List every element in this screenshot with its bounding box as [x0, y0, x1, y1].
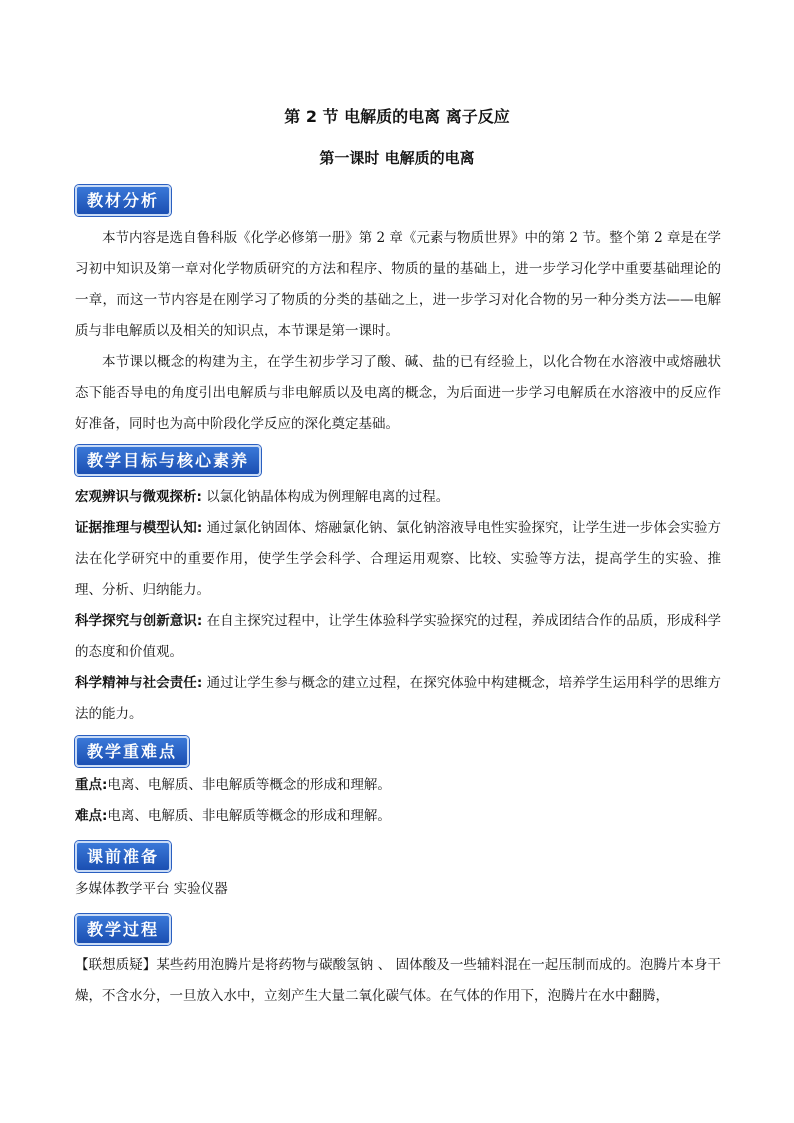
heading-process-badge: 教学过程 [75, 914, 171, 945]
goal-text: 通过氯化钠固体、熔融氯化钠、氯化钠溶液导电性实验探究，让学生进一步体会实验方法在化学研究中的重要作用，使学生学会科学、合理运用观察、比较、实验等方法，提高学生的实验、推理、分析、归纳能力。 [75, 520, 721, 598]
keypoint-text: 电离、电解质、非电解质等概念的形成和理解。 [107, 808, 391, 824]
analysis-paragraph-2: 本节课以概念的构建为主，在学生初步学习了酸、碱、盐的已有经验上，以化合物在水溶液中或熔融状态下能否导电的角度引出电解质与非电解质以及电离的概念，为后面进一步学习电解质在水溶液中的反应作好准备，同时也为高中阶段化学反应的深化奠定基础。 [75, 354, 721, 432]
goal-label: 宏观辨识与微观探析: [75, 489, 202, 505]
keypoint-label: 难点: [75, 808, 108, 824]
goal-text: 通过让学生参与概念的建立过程，在探究体验中构建概念，培养学生运用科学的思维方法的能力。 [75, 675, 721, 722]
keypoint-label: 重点: [75, 777, 108, 793]
heading-prep-badge: 课前准备 [75, 841, 171, 872]
prep-text: 多媒体教学平台 实验仪器 [75, 881, 228, 897]
heading-goals-badge: 教学目标与核心素养 [75, 445, 261, 476]
goal-item-2 [75, 513, 721, 606]
goal-label: 证据推理与模型认知: [75, 520, 203, 536]
goal-item-3 [75, 606, 721, 668]
keypoint-item-2 [75, 801, 721, 832]
goal-text: 以氯化钠晶体构成为例理解电离的过程。 [201, 489, 450, 505]
process-label: 【联想质疑】 [75, 957, 157, 973]
goal-item-1 [75, 482, 721, 513]
heading-keypoints-badge: 教学重难点 [75, 736, 189, 767]
analysis-paragraph-1: 本节内容是选自鲁科版《化学必修第一册》第 2 章《元素与物质世界》中的第 2 节。整个第 2 章是在学习初中知识及第一章对化学物质研究的方法和程序、物质的量的基础上，进一步学习化学中重要基础理论的一章，而这一节内容是在刚学习了物质的分类的基础之上，进一步学习对化合物的另一种分类方法——电解质与非电解质以及相关的知识点，本节课是第一课时。 [75, 230, 721, 339]
heading-analysis-badge: 教材分析 [75, 185, 171, 216]
section-title: 第 2 节 电解质的电离 离子反应 [284, 107, 510, 126]
goal-label: 科学精神与社会责任: [75, 675, 203, 691]
keypoint-text: 电离、电解质、非电解质等概念的形成和理解。 [107, 777, 391, 793]
goal-item-4 [75, 668, 721, 730]
lesson-title: 第一课时 电解质的电离 [319, 149, 475, 167]
process-paragraph [75, 950, 721, 1012]
goal-label: 科学探究与创新意识: [75, 613, 203, 629]
goal-text: 在自主探究过程中，让学生体验科学实验探究的过程，养成团结合作的品质，形成科学的态度和价值观。 [75, 613, 721, 660]
keypoint-item-1 [75, 770, 721, 801]
process-text: 某些药用泡腾片是将药物与碳酸氢钠 、 固体酸及一些辅料混在一起压制而成的。泡腾片本身干燥，不含水分，一旦放入水中，立刻产生大量二氧化碳气体。在气体的作用下，泡腾片在水中翻腾， [75, 957, 721, 1004]
